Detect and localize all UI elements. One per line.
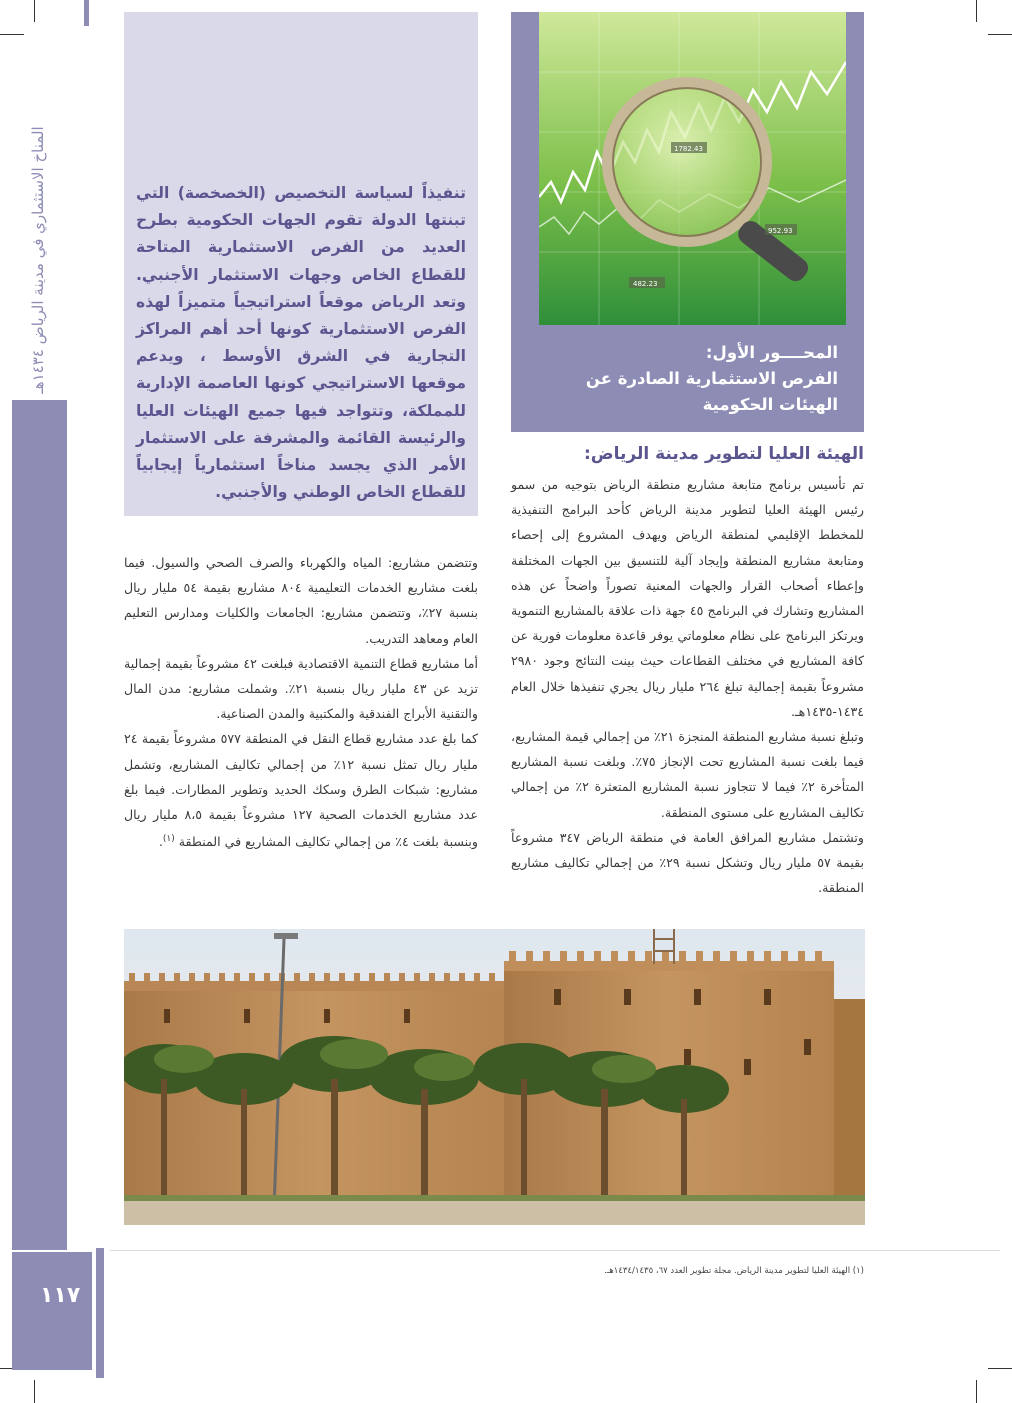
chapter-title <box>540 340 838 418</box>
chart-label: 1782.43 <box>674 145 703 153</box>
crop-mark <box>0 34 24 35</box>
left-column-text <box>124 550 478 855</box>
magnifier-chart-image <box>539 12 846 325</box>
side-rule <box>96 1248 104 1378</box>
paragraph: أما مشاريع قطاع التنمية الاقتصادية فبلغت ٤٢ مشروعاً بقيمة إجمالية تزيد عن ٤٣ مليار ريال بنسبة ٢١٪. وشملت مشاريع: مدن المال والتقنية الأبراج الفندقية والمكتبية والمدن الصناعية. <box>124 655 478 722</box>
paragraph: وتشتمل مشاريع المرافق العامة في منطقة الرياض ٣٤٧ مشروعاً بقيمة ٥٧ مليار ريال وتشكل نسبة ٢٩٪ من إجمالي تكاليف مشاريع المنطقة. <box>511 829 864 896</box>
chapter-title-line2: الفرص الاستثمارية الصادرة عن الهيئات الحكومية <box>585 369 838 414</box>
footnote: (١) الهيئة العليا لتطوير مدينة الرياض. مجلة تطوير العدد ٦٧، ١٤٣٤/١٤٣٥هـ. <box>604 1266 864 1276</box>
chart-label: 952.93 <box>768 227 793 235</box>
paragraph-text: كما بلغ عدد مشاريع قطاع النقل في المنطقة ٥٧٧ مشروعاً بقيمة ٢٤ مليار ريال تمثل نسبة ١٢٪ من إجمالي تكاليف المشاريع، وتشمل مشاريع: شبكات الطرق وسكك الحديد وتطوير المطارات. فيما بلغ عدد مشاريع الخدمات الصحية ١٢٧ مشروعاً بقيمة ٨،٥ مليار ريال وبنسبة بلغت ٤٪ من إجمالي تكاليف المشاريع في المنطقة <box>124 731 478 850</box>
crop-mark <box>34 1380 35 1403</box>
top-accent-rule <box>84 0 89 26</box>
right-column-text <box>511 472 864 900</box>
chart-label: 482.23 <box>633 280 658 288</box>
crop-mark <box>976 1380 977 1403</box>
footnote-rule <box>110 1250 1000 1251</box>
paragraph: تم تأسيس برنامج متابعة مشاريع منطقة الرياض بتوجيه من سمو رئيس الهيئة العليا لتطوير مدينة الرياض كأحد البرامج التنفيذية للمخطط الإقليمي لمنطقة الرياض ويهدف المشروع إلى إحصاء ومتابعة مشاريع المنطقة وإيجاد آلية للتنسيق بين الجهات المختلفة وإعطاء أصحاب القرار والجهات المعنية تصوراً واضحاً عن هذه المشاريع وتشارك في البرنامج ٤٥ جهة ذات علاقة بالمشاريع التنموية ويرتكز البرنامج على نظام معلوماتي يوفر قاعدة معلومات فورية عن كافة المشاريع في مختلف القطاعات حيث بينت النتائج وجود ٢٩٨٠ مشروعاً بقيمة إجمالية تبلغ ٢٦٤ مليار ريال يجري تنفيذها خلال العام ١٤٣٤-١٤٣٥هـ. <box>511 477 864 719</box>
running-header <box>18 110 58 410</box>
paragraph: كما بلغ عدد مشاريع قطاع النقل في المنطقة ٥٧٧ مشروعاً بقيمة ٢٤ مليار ريال تمثل نسبة ١٢٪ من إجمالي تكاليف المشاريع، وتشمل مشاريع: شبكات الطرق وسكك الحديد وتطوير المطارات. فيما بلغ عدد مشاريع الخدمات الصحية ١٢٧ مشروعاً بقيمة ٨،٥ مليار ريال وبنسبة بلغت ٤٪ من إجمالي تكاليف المشاريع في المنطقة $^{(١)}$. <box>124 731 478 850</box>
chapter-title-line1: المحــــور الأول: <box>705 343 838 362</box>
crop-mark <box>988 1368 1012 1369</box>
intro-quote: تنفيذاً لسياسة التخصيص (الخصخصة) التي تبنتها الدولة تقوم الجهات الحكومية بطرح العديد من الفرص الاستثمارية المتاحة للقطاع الخاص وجهات الاستثمار الأجنبي. وتعد الرياض موقعاً استراتيجياً متميزاً لهذه الفرص الاستثمارية كونها أحد أهم المراكز التجارية في الشرق الأوسط ، ويدعم موقعها الاستراتيجي كونها العاصمة الإدارية للمملكة، وتتواجد فيها جميع الهيئات العليا والرئيسة القائمة والمشرفة على الاستثمار الأمر الذي يجسد مناخاً استثمارياً إيجابياً للقطاع الخاص الوطني والأجنبي. <box>136 184 466 502</box>
crop-mark <box>34 0 35 22</box>
page-number: ١١٧ <box>40 1283 81 1308</box>
footnote-ref: (١) <box>162 834 175 845</box>
paragraph: وتتضمن مشاريع: المياه والكهرباء والصرف الصحي والسيول. فيما بلغت مشاريع الخدمات التعليمية ٨٠٤ مشاريع بقيمة ٥٤ مليار ريال بنسبة ٢٧٪، وتتضمن مشاريع: الجامعات والكليات ومدارس التعليم العام ومعاهد التدريب. <box>124 555 479 646</box>
running-header-text: المناخ الاستثماري في مدينة الرياض ١٤٣٤هـ <box>29 126 47 394</box>
paragraph: وتبلغ نسبة مشاريع المنطقة المنجزة ٢١٪ من إجمالي قيمة المشاريع، فيما بلغت نسبة المشاريع تحت الإنجاز ٧٥٪. وبلغت نسبة المشاريع المتأخرة ٢٪ فيما لا تتجاوز نسبة المشاريع المتعثرة ٢٪ من إجمالي تكاليف المشاريع على مستوى المنطقة. <box>511 729 864 820</box>
crop-mark <box>976 0 977 22</box>
crop-mark <box>988 34 1012 35</box>
masmak-palace-photo <box>124 929 865 1225</box>
section-heading: الهيئة العليا لتطوير مدينة الرياض: <box>583 444 864 464</box>
side-band <box>12 400 67 1250</box>
page-number-box <box>12 1252 92 1370</box>
